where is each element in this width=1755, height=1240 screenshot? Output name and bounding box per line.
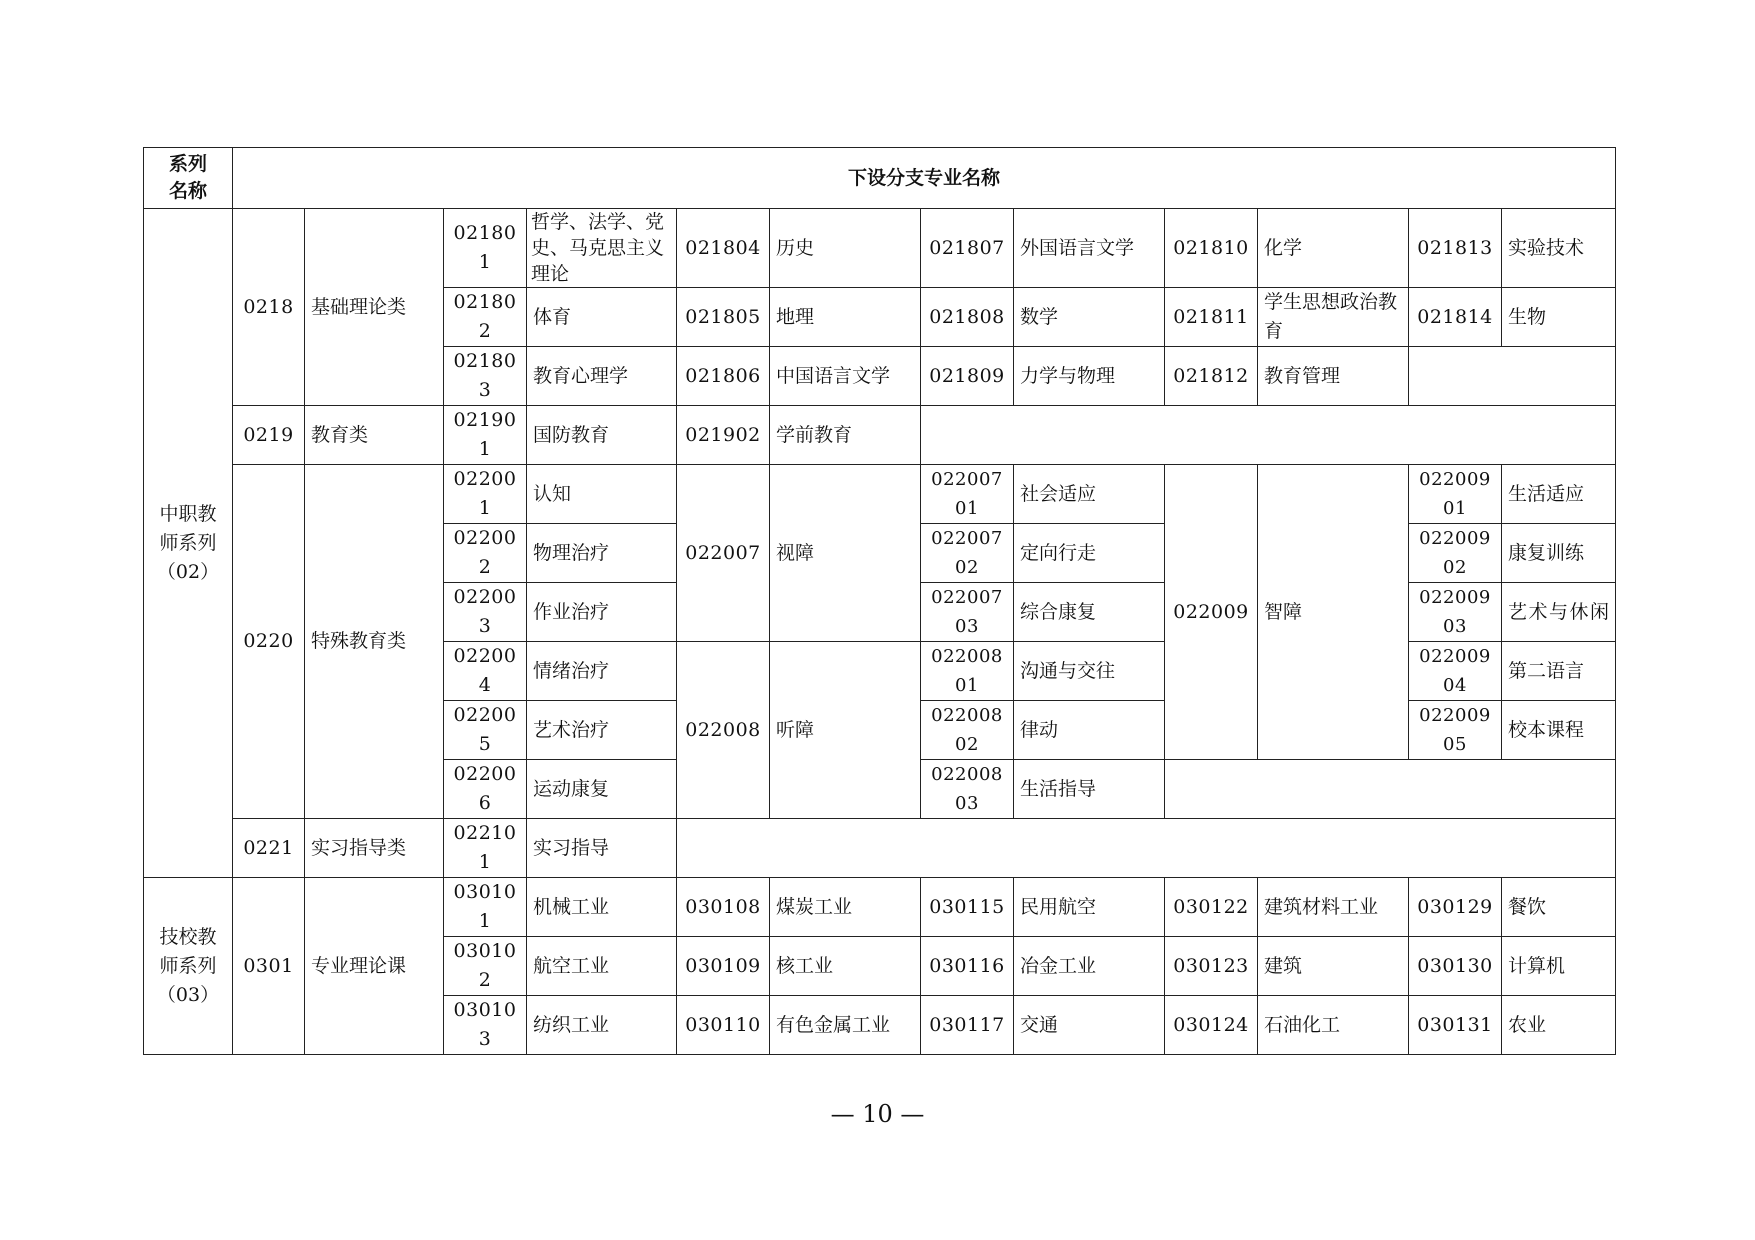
header-series-name: 系列 名称 [144,148,233,209]
item-name: 交通 [1014,996,1165,1055]
item-code: 021807 [921,209,1014,288]
item-code: 022003 [444,583,527,642]
item-code: 021806 [677,347,770,406]
item-name: 运动康复 [527,760,677,819]
item-name: 学前教育 [770,406,921,465]
empty-cell [677,819,1616,878]
item-name: 教育心理学 [527,347,677,406]
item-code: 030109 [677,937,770,996]
item-name: 力学与物理 [1014,347,1165,406]
item-name: 核工业 [770,937,921,996]
sub-item-name: 生活指导 [1014,760,1165,819]
item-code: 030108 [677,878,770,937]
sub-item-name: 校本课程 [1502,701,1616,760]
sub-item-name: 社会适应 [1014,465,1165,524]
item-name: 视障 [770,465,921,642]
item-code: 021902 [677,406,770,465]
item-name: 实验技术 [1502,209,1616,288]
item-name: 实习指导 [527,819,677,878]
item-code: 030130 [1409,937,1502,996]
item-name: 艺术治疗 [527,701,677,760]
item-code: 030124 [1165,996,1258,1055]
group-name: 教育类 [305,406,444,465]
sub-item-code: 02200802 [921,701,1014,760]
item-code: 022006 [444,760,527,819]
item-code: 030129 [1409,878,1502,937]
item-code: 021808 [921,288,1014,347]
item-name: 认知 [527,465,677,524]
sub-item-code: 02200703 [921,583,1014,642]
group-code: 0301 [233,878,305,1055]
sub-item-name: 第二语言 [1502,642,1616,701]
item-name: 历史 [770,209,921,288]
item-code: 021809 [921,347,1014,406]
sub-item-name: 生活适应 [1502,465,1616,524]
item-name: 计算机 [1502,937,1616,996]
item-name: 教育管理 [1258,347,1409,406]
item-code: 030103 [444,996,527,1055]
group-name: 特殊教育类 [305,465,444,819]
item-name: 生物 [1502,288,1616,347]
item-name: 建筑 [1258,937,1409,996]
header-branch-names: 下设分支专业名称 [233,148,1616,209]
item-code: 030110 [677,996,770,1055]
item-code: 021814 [1409,288,1502,347]
item-name: 石油化工 [1258,996,1409,1055]
item-name: 建筑材料工业 [1258,878,1409,937]
table-header-row [144,148,1616,209]
sub-item-name: 定向行走 [1014,524,1165,583]
item-code: 021803 [444,347,527,406]
item-name: 智障 [1258,465,1409,760]
group-name: 专业理论课 [305,878,444,1055]
specialty-table [143,147,1616,1055]
item-name: 有色金属工业 [770,996,921,1055]
page-number: — 10 — [830,1100,925,1128]
item-code: 022009 [1165,465,1258,760]
item-code: 030116 [921,937,1014,996]
item-code: 022007 [677,465,770,642]
sub-item-code: 02200905 [1409,701,1502,760]
table-row [144,209,1616,288]
series-03-label: 技校教 师系列 （03） [144,878,233,1055]
item-name: 体育 [527,288,677,347]
group-name: 基础理论类 [305,209,444,406]
sub-item-name: 康复训练 [1502,524,1616,583]
item-code: 030115 [921,878,1014,937]
sub-item-name: 综合康复 [1014,583,1165,642]
item-code: 021813 [1409,209,1502,288]
series-02-label: 中职教 师系列 （02） [144,209,233,878]
item-code: 022001 [444,465,527,524]
item-code: 021804 [677,209,770,288]
item-code: 030123 [1165,937,1258,996]
table-row [144,819,1616,878]
group-code: 0218 [233,209,305,406]
item-name: 作业治疗 [527,583,677,642]
item-code: 021812 [1165,347,1258,406]
item-name: 农业 [1502,996,1616,1055]
item-code: 022002 [444,524,527,583]
sub-item-name: 沟通与交往 [1014,642,1165,701]
item-name: 中国语言文学 [770,347,921,406]
item-code: 021805 [677,288,770,347]
item-name: 煤炭工业 [770,878,921,937]
sub-item-name: 律动 [1014,701,1165,760]
item-name: 数学 [1014,288,1165,347]
item-code: 030102 [444,937,527,996]
item-name: 冶金工业 [1014,937,1165,996]
sub-item-code: 02200701 [921,465,1014,524]
sub-item-code: 02200901 [1409,465,1502,524]
item-name: 情绪治疗 [527,642,677,701]
item-code: 030101 [444,878,527,937]
item-name: 地理 [770,288,921,347]
group-name: 实习指导类 [305,819,444,878]
item-code: 021811 [1165,288,1258,347]
item-code: 021801 [444,209,527,288]
group-code: 0219 [233,406,305,465]
sub-item-code: 02200902 [1409,524,1502,583]
item-name: 化学 [1258,209,1409,288]
sub-item-code: 02200904 [1409,642,1502,701]
item-name: 学生思想政治教育 [1258,288,1409,347]
item-name: 物理治疗 [527,524,677,583]
table-row [144,878,1616,937]
sub-item-name: 艺术与休闲 [1502,583,1616,642]
empty-cell [1165,760,1616,819]
sub-item-code: 02200702 [921,524,1014,583]
item-code: 030131 [1409,996,1502,1055]
item-name: 纺织工业 [527,996,677,1055]
sub-item-code: 02200903 [1409,583,1502,642]
item-code: 021802 [444,288,527,347]
item-name: 国防教育 [527,406,677,465]
item-name: 民用航空 [1014,878,1165,937]
table-row [144,406,1616,465]
item-name: 哲学、法学、党史、马克思主义理论 [527,209,677,288]
item-name: 外国语言文学 [1014,209,1165,288]
group-code: 0221 [233,819,305,878]
item-name: 机械工业 [527,878,677,937]
item-code: 022008 [677,642,770,819]
item-name: 航空工业 [527,937,677,996]
item-code: 021901 [444,406,527,465]
item-name: 听障 [770,642,921,819]
item-code: 022005 [444,701,527,760]
item-code: 022101 [444,819,527,878]
sub-item-code: 02200801 [921,642,1014,701]
item-code: 022004 [444,642,527,701]
item-code: 030122 [1165,878,1258,937]
empty-cell [921,406,1616,465]
empty-cell [1409,347,1616,406]
group-code: 0220 [233,465,305,819]
table-row [144,465,1616,524]
sub-item-code: 02200803 [921,760,1014,819]
item-code: 021810 [1165,209,1258,288]
item-name: 餐饮 [1502,878,1616,937]
item-code: 030117 [921,996,1014,1055]
